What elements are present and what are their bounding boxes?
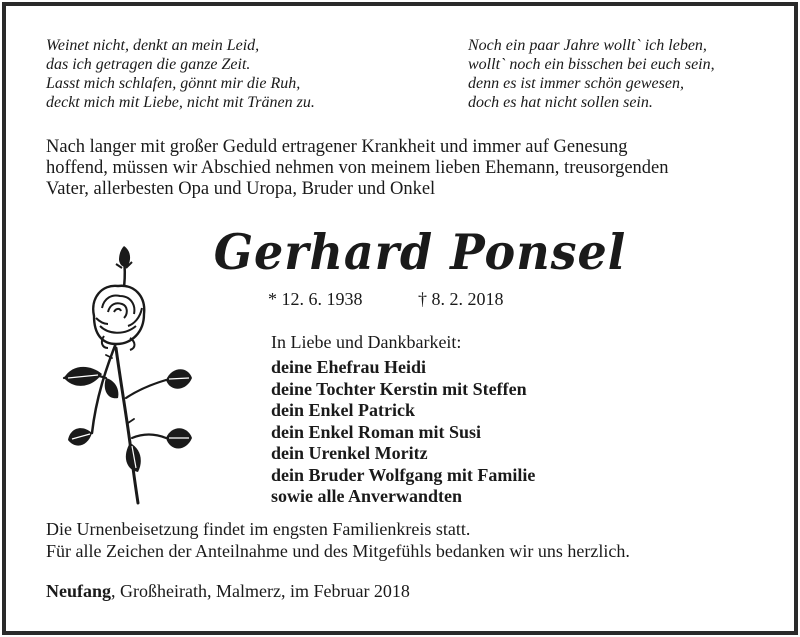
poem-right-line: denn es ist immer schön gewesen,: [468, 75, 684, 92]
mourner: dein Urenkel Moritz: [271, 443, 428, 463]
mourners-list: [271, 357, 535, 508]
poem-left-line: das ich getragen die ganze Zeit.: [46, 56, 251, 73]
mourner: dein Enkel Patrick: [271, 400, 416, 420]
footer-line: Die Urnenbeisetzung findet im engsten Familienkreis statt.: [46, 519, 471, 539]
poem-left-line: Weinet nicht, denkt an mein Leid,: [46, 37, 260, 54]
intro-line: Nach langer mit großer Geduld ertragener Krankheit und immer auf Genesung: [46, 137, 628, 157]
poem-left: [46, 36, 315, 112]
poem-right-line: Noch ein paar Jahre wollt` ich leben,: [468, 37, 707, 54]
footer-text: [46, 518, 630, 562]
place-rest: , Großheirath, Malmerz, im Februar 2018: [111, 581, 410, 601]
place-town: Neufang: [46, 581, 112, 601]
mourner: dein Enkel Roman mit Susi: [271, 421, 482, 442]
deceased-name: Gerhard Ponsel: [213, 223, 627, 281]
poem-left-line: deckt mich mit Liebe, nicht mit Tränen zu.: [46, 94, 315, 111]
place-date-line: [46, 580, 410, 602]
intro-line: Vater, allerbesten Opa und Uropa, Bruder und Onkel: [46, 179, 436, 199]
mourner: deine Ehefrau Heidi: [271, 357, 427, 377]
birth-date: * 12. 6. 1938: [268, 289, 363, 309]
thanks-line: In Liebe und Dankbarkeit:: [271, 332, 462, 352]
mourner: sowie alle Anverwandten: [271, 486, 462, 506]
death-date: † 8. 2. 2018: [418, 289, 504, 309]
intro-text: [46, 137, 766, 200]
mourner: deine Tochter Kerstin mit Steffen: [271, 378, 527, 399]
rose-icon: [46, 238, 196, 508]
footer-line: Für alle Zeichen der Anteilnahme und des Mitgefühls bedanken wir uns herzlich.: [46, 541, 630, 561]
poem-right-line: doch es hat nicht sollen sein.: [468, 94, 653, 111]
mourner: dein Bruder Wolfgang mit Familie: [271, 464, 536, 485]
intro-line: hoffend, müssen wir Abschied nehmen von meinem lieben Ehemann, treusorgenden: [46, 158, 669, 178]
poem-right: [468, 36, 715, 112]
poem-right-line: wollt` noch ein bisschen bei euch sein,: [468, 56, 715, 73]
poem-left-line: Lasst mich schlafen, gönnt mir die Ruh,: [46, 75, 301, 92]
